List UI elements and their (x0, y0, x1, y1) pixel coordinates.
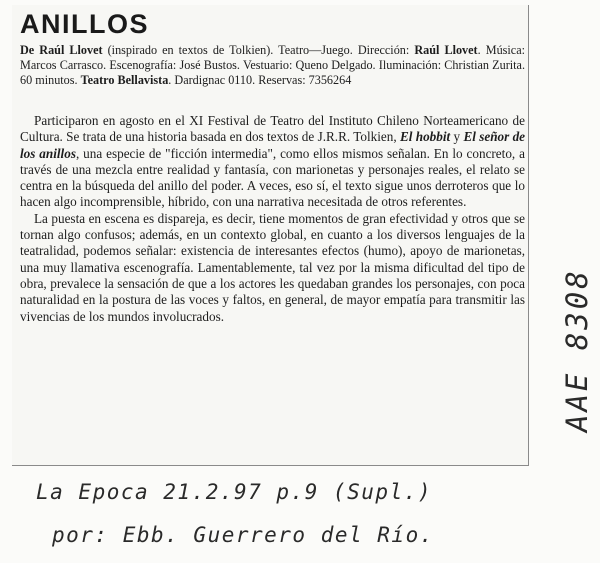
credits-venue: Teatro Bellavista (80, 73, 169, 87)
handwritten-source-line: La Epoca 21.2.97 p.9 (Supl.) (36, 480, 433, 504)
paragraph-1-text-3: , una especie de "ficción intermedia", como ellos mismos señalan. En lo concreto, a través de una mezcla entre realidad y fantasía, con marionetas y personajes reales, el relato se centra en la búsqueda del anillo del poder. A veces, eso sí, el texto sigue unos derroteros que lo hacen algo incomprensible, híbrido, con una narrativa necesitada de otros referentes. (20, 145, 525, 210)
credits-text-3: . Dardignac 0110. Reservas: 7356264 (168, 73, 352, 87)
book-title-lord-of-the-rings: El señor de los anillos (20, 129, 526, 161)
paragraph-1-text-1: Participaron en agosto en el XI Festival de Teatro del Instituto Chileno Norteamericano de Cultura. Se trata de una historia basada en dos textos de J.R.R. Tolkien, (20, 113, 525, 145)
handwritten-author-line: por: Ebb. Guerrero del Río. (52, 523, 434, 547)
credits-text-2: . Música: Marcos Carrasco. Escenografía: José Bustos. Vestuario: Queno Delgado. Iluminación: Christian Zurita. 60 minutos. (20, 43, 525, 87)
paragraph-1-text-2: y (450, 129, 464, 145)
paragraph-1 (20, 113, 525, 211)
newspaper-clipping (12, 5, 529, 466)
article-body (20, 113, 525, 325)
article-credits (20, 43, 525, 88)
credits-author: De Raúl Llovet (20, 43, 103, 57)
paragraph-2: La puesta en escena es dispareja, es decir, tiene momentos de gran efectividad y otros que se tornan algo confusos; además, en un contexto global, en cuanto a los diversos lenguajes de la teatralidad, podemos señalar: existencia de interesantes efectos (humo), apoyo de marionetas, una muy llamativa escenografía. Lamentablemente, tal vez por la misma dificultad del tipo de obra, prevalece la sensación de que a los actores les quedaban grandes los personajes, con poca naturalidad en la postura de las voces y faltos, en general, de mayor empatía para transmitir las vivencias de los mundos involucrados. (20, 210, 525, 324)
handwritten-archive-code: AAE 8308 (560, 268, 594, 432)
article-headline: ANILLOS (20, 9, 149, 39)
credits-text-1: (inspirado en textos de Tolkien). Teatro—Juego. Dirección: (102, 43, 415, 57)
book-title-hobbit: El hobbit (399, 129, 451, 145)
credits-director: Raúl Llovet (414, 43, 478, 57)
